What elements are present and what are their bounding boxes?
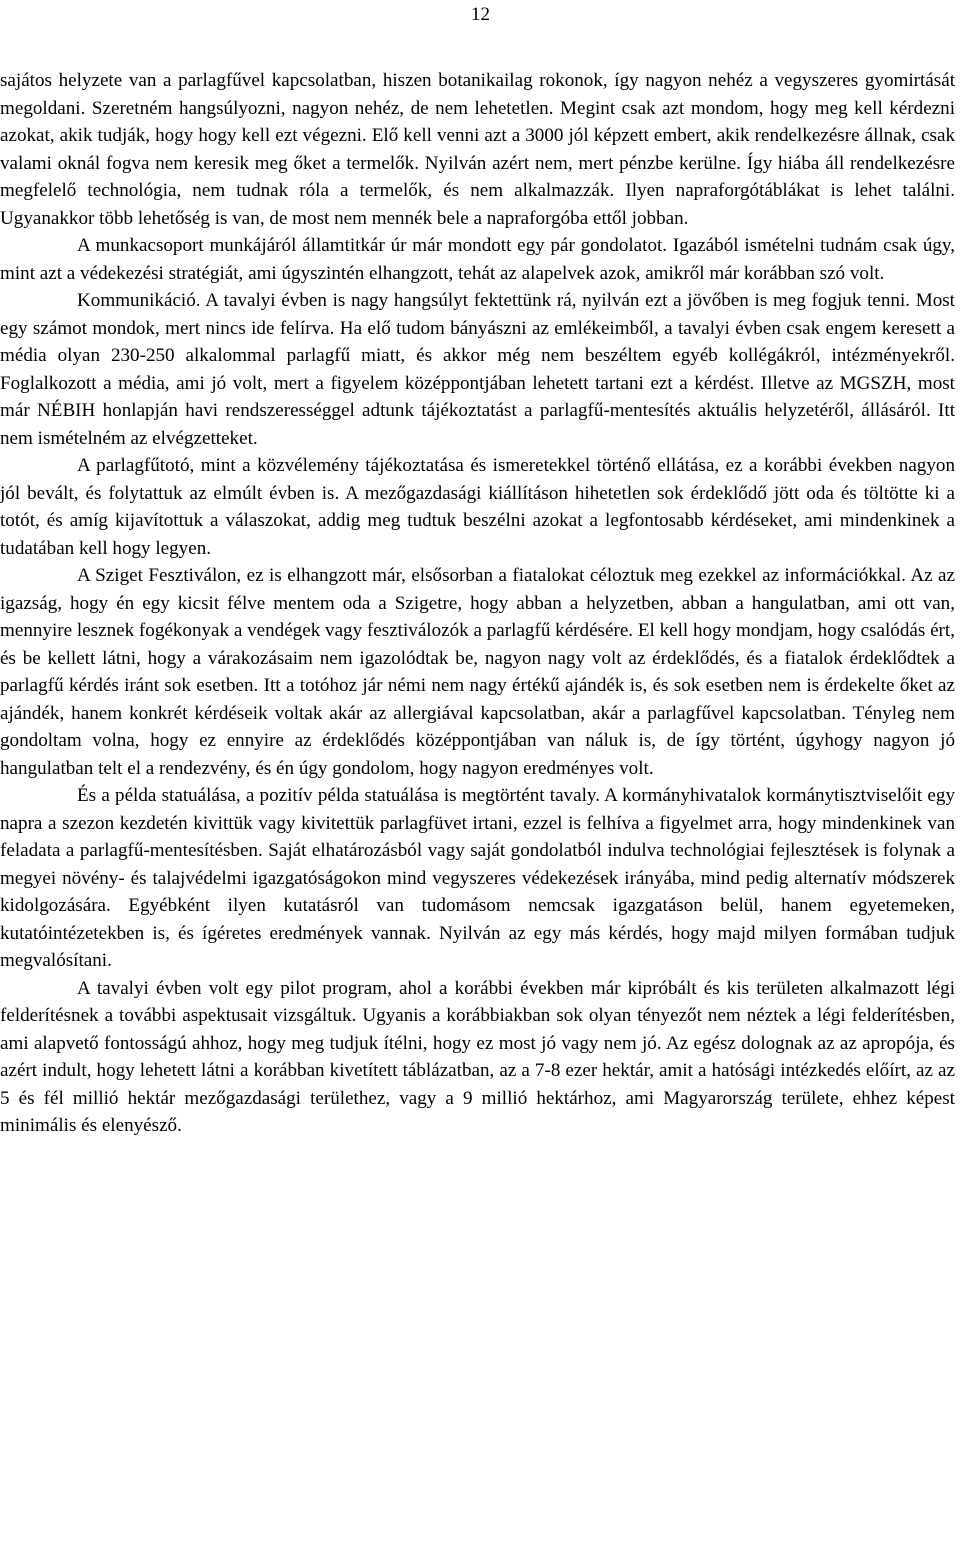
paragraph: A Sziget Fesztiválon, ez is elhangzott már, elsősorban a fiatalokat céloztuk meg ezekkel az információkkal. Az az igazság, hogy én egy kicsit félve mentem oda a Szigetre, hogy abban a helyzetben, abban a hangulatban, ami ott van, mennyire lesznek fogékonyak a vendégek vagy fesztiválozók a parlagfű kérdésére. El kell hogy mondjam, hogy csalódás ért, és be kellett látni, hogy a várakozásaim nem igazolódtak be, nagyon nagy volt az érdeklődés, és a fiatalok érdeklődtek a parlagfű kérdés iránt sok esetben. Itt a totóhoz jár némi nem nagy értékű ajándék is, és sok esetben nem is érdekelte őket az ajándék, hanem konkrét kérdéseik voltak akár az allergiával kapcsolatban, akár a parlagfűvel kapcsolatban. Tényleg nem gondoltam volna, hogy ez ennyire az érdeklődés középpontjában van náluk is, de így történt, úgyhogy nagyon jó hangulatban telt el a rendezvény, és én úgy gondolom, hogy nagyon eredményes volt. [0, 565, 955, 779]
document-body [0, 67, 955, 1140]
paragraph: A parlagfűtotó, mint a közvélemény tájékoztatása és ismeretekkel történő ellátása, ez a korábbi években nagyon jól bevált, és folytattuk az elmúlt évben is. A mezőgazdasági kiállításon hihetetlen sok érdeklődő jött oda és töltötte ki a totót, és amíg kijavítottuk a válaszokat, addig meg tudtuk beszélni azokat a legfontosabb kérdéseket, ami mindenkinek a tudatában kell hogy legyen. [0, 455, 955, 559]
paragraph: És a példa statuálása, a pozitív példa statuálása is megtörtént tavaly. A kormányhivatalok kormánytisztviselőit egy napra a szezon kezdetén kivittük vagy kivitettük parlagfüvet irtani, ezzel is felhíva a figyelmet arra, hogy mindenkinek van feladata a parlagfű-mentesítésben. Saját elhatározásból vagy saját gondolatból indulva technológiai fejlesztések is folynak a megyei növény- és talajvédelmi igazgatóságokon mind vegyszeres védekezések irányába, mind pedig alternatív módszerek kidolgozására. Egyébként ilyen kutatásról van tudomásom nemcsak igazgatáson belül, hanem egyetemeken, kutatóintézetekben is, és ígéretes eredmények vannak. Nyilván az egy más kérdés, hogy majd milyen formában tudjuk megvalósítani. [0, 785, 955, 971]
paragraph: A munkacsoport munkájáról államtitkár úr már mondott egy pár gondolatot. Igazából ismételni tudnám csak úgy, mint azt a védekezési stratégiát, ami úgyszintén elhangzott, tehát az alapelvek azok, amikről már korábban szó volt. [0, 235, 955, 284]
paragraph: Kommunikáció. A tavalyi évben is nagy hangsúlyt fektettünk rá, nyilván ezt a jövőben is meg fogjuk tenni. Most egy számot mondok, mert nincs ide felírva. Ha elő tudom bányászni az emlékeimből, a tavalyi évben csak engem keresett a média olyan 230-250 alkalommal parlagfű miatt, és akkor még nem beszéltem egyéb kollégákról, intézményekről. Foglalkozott a média, ami jó volt, mert a figyelem középpontjában lehetett tartani ezt a kérdést. Illetve az MGSZH, most már NÉBIH honlapján havi rendszerességgel adtunk tájékoztatást a parlagfű-mentesítés aktuális helyzetéről, állásáról. Itt nem ismételném az elvégzetteket. [0, 290, 955, 449]
paragraph: A tavalyi évben volt egy pilot program, ahol a korábbi években már kipróbált és kis területen alkalmazott légi felderítésnek a további aspektusait vizsgáltuk. Ugyanis a korábbiakban sok olyan tényezőt nem néztek a légi felderítésben, ami alapvető fontosságú ahhoz, hogy meg tudjuk ítélni, hogy ez most jó vagy nem jó. Az egész dolognak az az apropója, és azért indult, hogy lehetett látni a korábban kivetített táblázatban, az a 7-8 ezer hektár, amit a hatósági intézkedés előírt, az az 5 és fél millió hektár mezőgazdasági területhez, vagy a 9 millió hektárhoz, ami Magyarország területe, ehhez képest minimális és elenyésző. [0, 977, 955, 1136]
page-number: 12 [471, 4, 490, 25]
paragraph: sajátos helyzete van a parlagfűvel kapcsolatban, hiszen botanikailag rokonok, így nagyon nehéz a vegyszeres gyomirtását megoldani. Szeretném hangsúlyozni, nagyon nehéz, de nem lehetetlen. Megint csak azt mondom, hogy meg kell kérdezni azokat, akik tudják, hogy hogy kell ezt végezni. Elő kell venni azt a 3000 jól képzett embert, akik rendelkezésre állnak, csak valami oknál fogva nem keresik meg őket a termelők. Nyilván azért nem, mert pénzbe kerülne. Így hiába áll rendelkezésre megfelelő technológia, nem tudnak róla a termelők, és nem alkalmazzák. Ilyen napraforgótáblákat is lehet találni. Ugyanakkor több lehetőség is van, de most nem mennék bele a napraforgóba ettől jobban. [0, 70, 955, 229]
